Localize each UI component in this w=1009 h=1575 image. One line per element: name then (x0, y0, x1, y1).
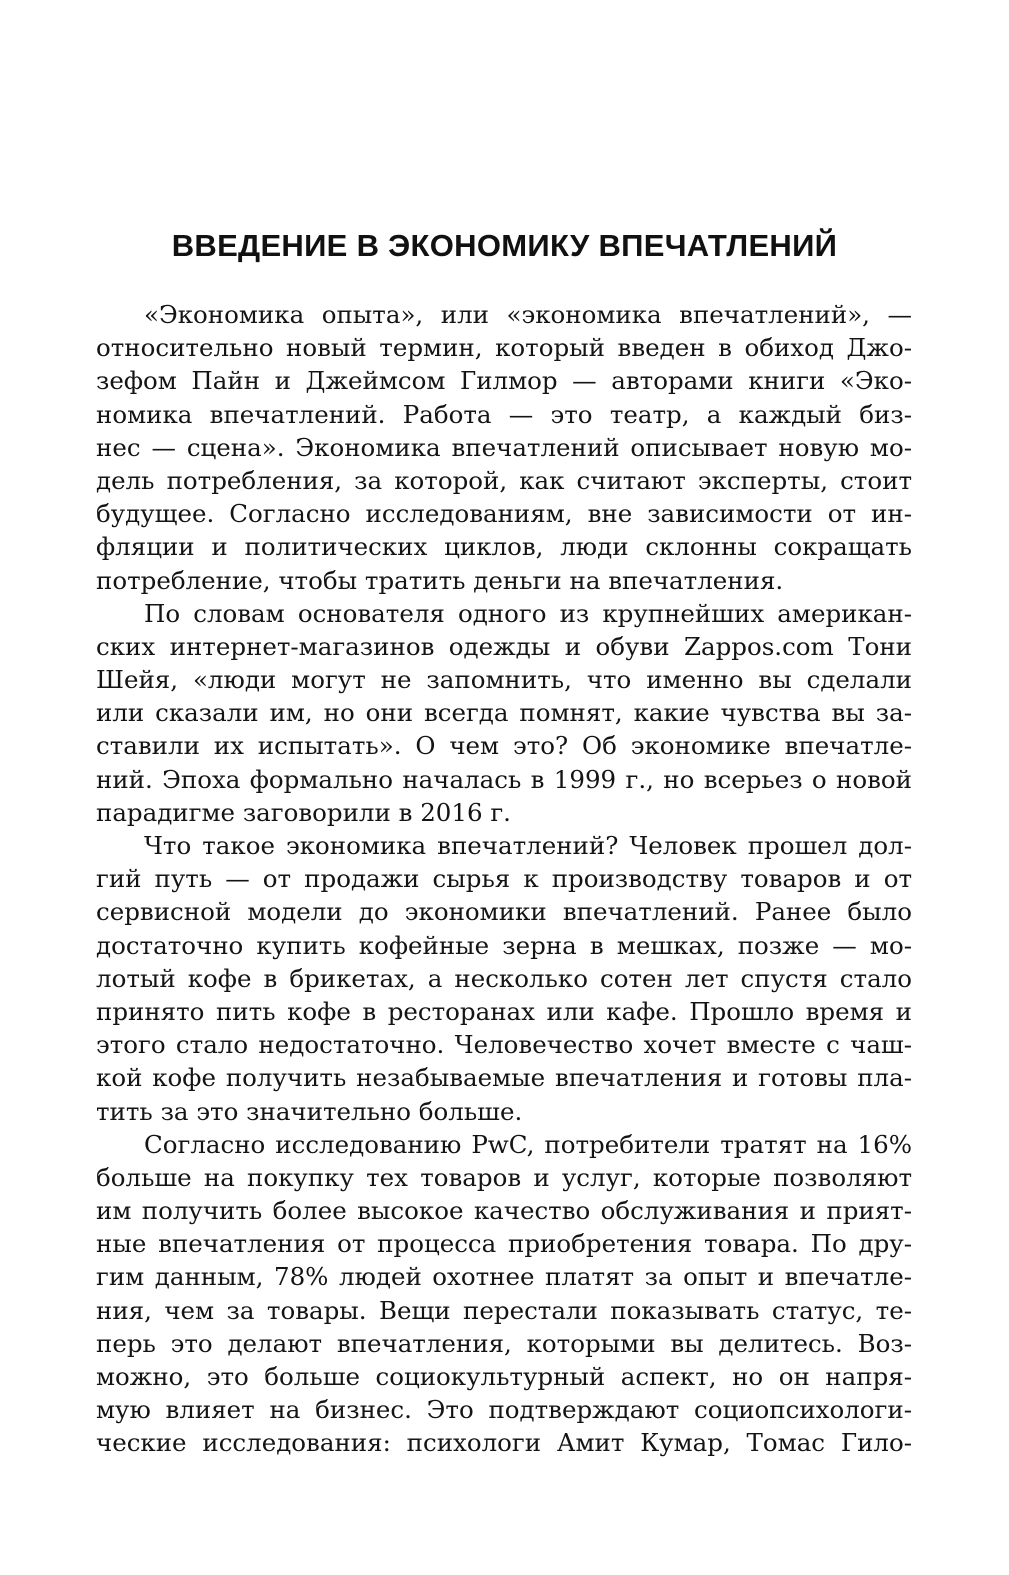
text-line: «Экономика опыта», или «экономика впечатлений», — (144, 300, 912, 329)
text-line: дель потребления, за которой, как считают эксперты, стоит (96, 465, 912, 495)
text-line: гим данным, 78% людей охотнее платят за опыт и впечатле- (96, 1262, 912, 1292)
text-line: ные впечатления от процесса приобретения товара. По дру- (96, 1229, 912, 1259)
text-line: можно, это больше социокультурный аспект, но он напря- (96, 1362, 912, 1391)
text-line: парадигме заговорили в 2016 г. (96, 797, 511, 827)
text-line: будущее. Согласно исследованиям, вне зависимости от ин- (96, 499, 912, 529)
text-line: перь это делают впечатления, которыми вы делитесь. Воз- (96, 1328, 912, 1358)
text-line: сервисной модели до экономики впечатлений. Ранее было (96, 897, 912, 927)
paragraph-3 (96, 829, 912, 1128)
text-line: принято пить кофе в ресторанах или кафе. Прошло время и (96, 996, 912, 1026)
text-line: лотый кофе в брикетах, а несколько сотен лет спустя стало (96, 963, 912, 993)
text-line: относительно новый термин, который введен в обиход Джо- (96, 333, 912, 363)
chapter-heading: ВВЕДЕНИЕ В ЭКОНОМИКУ ВПЕЧАТЛЕНИЙ (171, 228, 838, 263)
text-line: ческие исследования: психологи Амит Кумар, Томас Гило- (96, 1428, 912, 1458)
text-line: зефом Пайн и Джеймсом Гилмор — авторами книги «Эко- (96, 366, 912, 396)
paragraph-2 (96, 597, 912, 829)
text-line: ний. Эпоха формально началась в 1999 г., но всерьез о новой (96, 764, 912, 794)
text-line: Что такое экономика впечатлений? Человек прошел дол- (144, 831, 912, 860)
text-line: По словам основателя одного из крупнейших американ- (144, 598, 912, 628)
text-line: достаточно купить кофейные зерна в мешках, позже — мо- (96, 930, 912, 960)
text-line: больше на покупку тех товаров и услуг, которые позволяют (96, 1162, 912, 1192)
text-line: потребление, чтобы тратить деньги на впечатления. (96, 565, 784, 595)
text-line: этого стало недостаточно. Человечество хочет вместе с чаш- (96, 1030, 912, 1060)
text-line: мую влияет на бизнес. Это подтверждают социопсихологи- (96, 1395, 912, 1425)
text-line: гий путь — от продажи сырья к производству товаров и от (96, 864, 912, 894)
paragraph-4 (96, 1128, 912, 1460)
paragraph-1 (96, 298, 912, 597)
text-line: Согласно исследованию PwC, потребители тратят на 16% (144, 1129, 912, 1159)
text-line: ставили их испытать». О чем это? Об экономике впечатле- (96, 731, 912, 761)
text-line: им получить более высокое качество обслуживания и прият- (96, 1196, 912, 1226)
text-line: фляции и политических циклов, люди склонны сокращать (96, 532, 912, 562)
text-line: тить за это значительно больше. (96, 1096, 523, 1126)
text-line: ния, чем за товары. Вещи перестали показывать статус, те- (96, 1295, 912, 1325)
text-line: нес — сцена». Экономика впечатлений описывает новую мо- (96, 432, 912, 462)
body-text (96, 298, 912, 1460)
text-line: Шейя, «люди могут не запомнить, что именно вы сделали (96, 665, 912, 695)
text-line: ских интернет-магазинов одежды и обуви Zappos.com Тони (96, 631, 912, 661)
text-line: номика впечатлений. Работа — это театр, а каждый биз- (96, 399, 912, 429)
text-line: кой кофе получить незабываемые впечатления и готовы пла- (96, 1063, 912, 1093)
text-line: или сказали им, но они всегда помнят, какие чувства вы за- (96, 698, 912, 728)
